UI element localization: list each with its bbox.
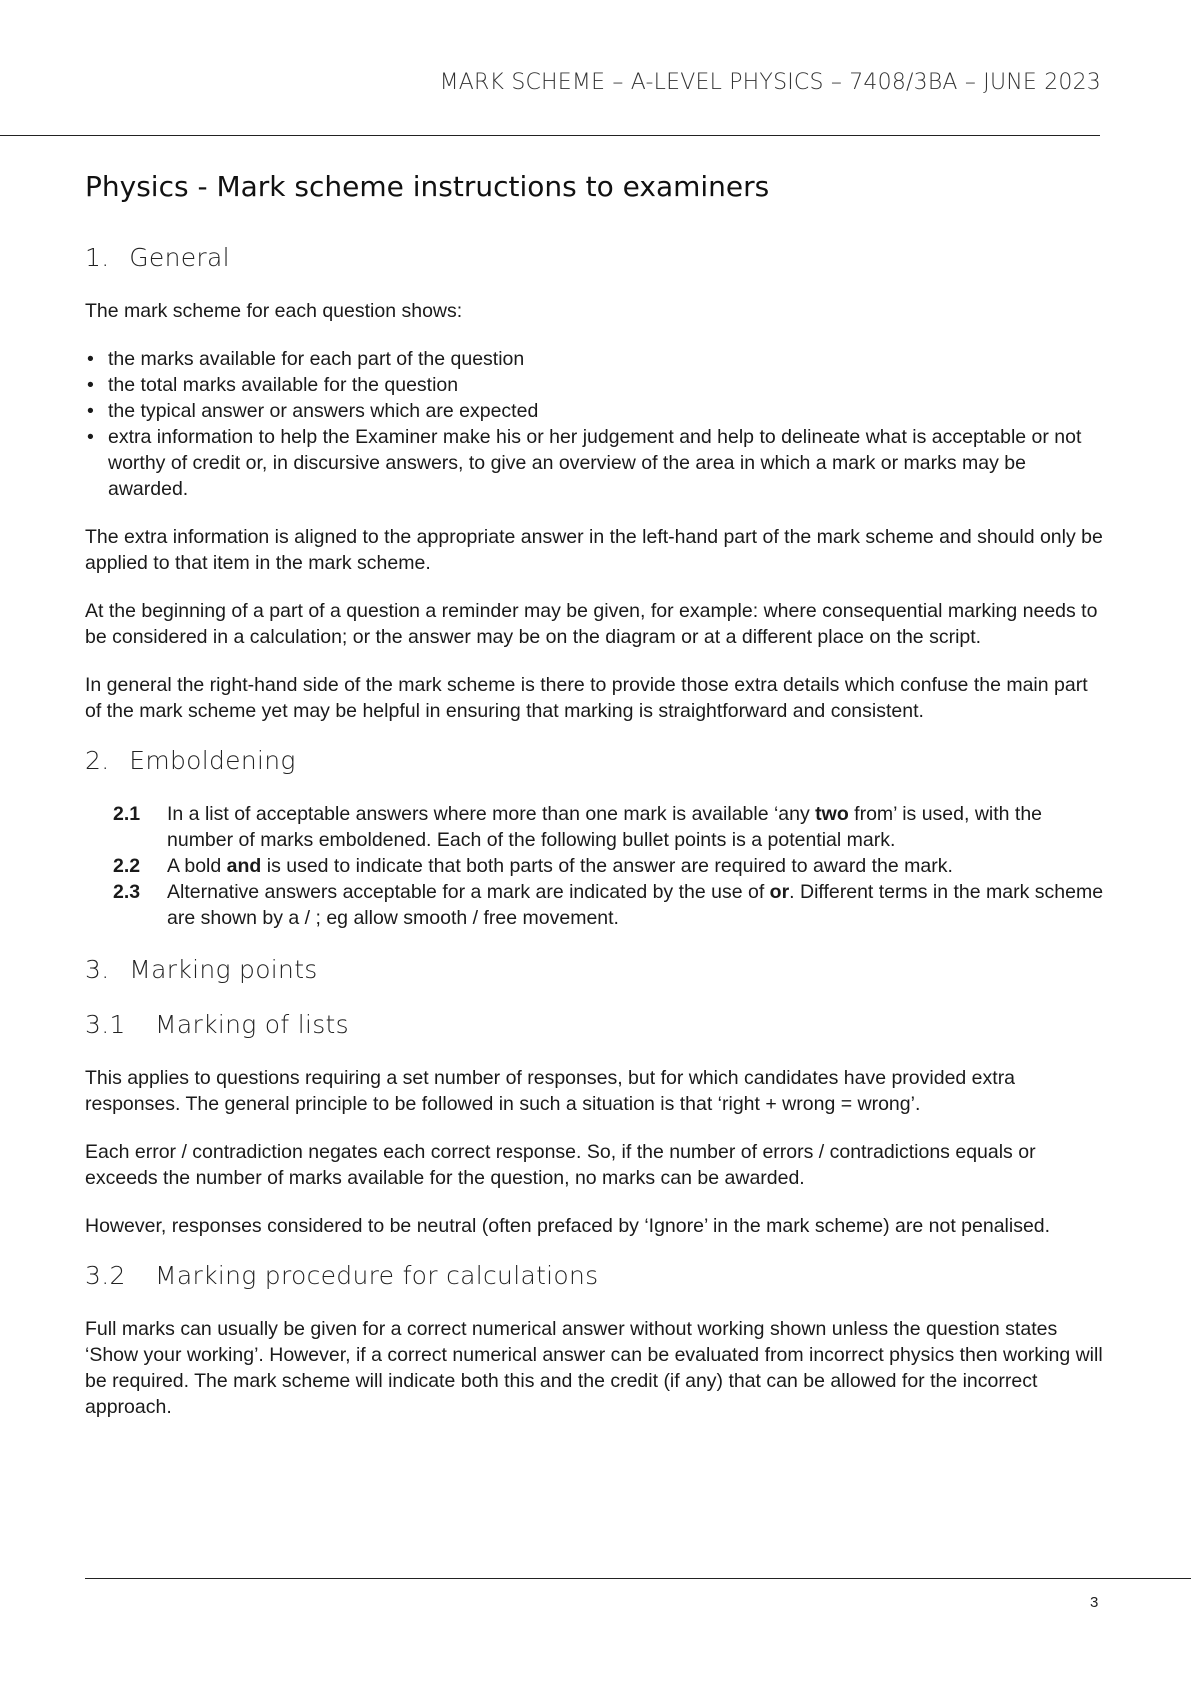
header-rule (0, 135, 1100, 136)
text-run: Alternative answers acceptable for a mark are indicated by the use of (167, 881, 770, 903)
paragraph: The extra information is aligned to the appropriate answer in the left-hand part of the mark scheme and should only be applied to that item in the mark scheme. (85, 526, 1103, 574)
item-number: 2.3 (113, 881, 141, 903)
subsection-heading-marking-lists (85, 1010, 1105, 1039)
item-text (167, 801, 1105, 853)
bullet-icon: • (87, 348, 94, 370)
section-title: Marking points (129, 955, 318, 984)
list-item (85, 346, 1105, 372)
paragraph: Each error / contradiction negates each correct response. So, if the number of errors / contradictions equals or exceeds the number of marks available for the question, no marks can be awarded. (85, 1141, 1036, 1189)
general-bullet-list (85, 346, 1105, 502)
emboldening-list (113, 801, 1105, 931)
list-item-text: the marks available for each part of the question (108, 348, 525, 370)
section-title: Marking of lists (155, 1010, 349, 1039)
subsection-heading-marking-calculations (85, 1261, 1105, 1290)
list-item-text: extra information to help the Examiner make his or her judgement and help to delineate what is acceptable or not worthy of credit or, in discursive answers, to give an overview of the area in which a mark or marks may be awarded. (108, 426, 1082, 500)
numbered-item (113, 853, 1105, 879)
text-run: In a list of acceptable answers where more than one mark is available ‘any (167, 803, 816, 825)
list-item (85, 372, 1105, 398)
section-number: 2. (85, 746, 110, 775)
section-title: Marking procedure for calculations (155, 1261, 599, 1290)
section-number: 3.1 (85, 1010, 126, 1039)
section-title: General (129, 243, 230, 272)
list-item (85, 398, 1105, 424)
section-heading-emboldening (85, 746, 1105, 775)
paragraph: At the beginning of a part of a question a reminder may be given, for example: where consequential marking needs to be considered in a calculation; or the answer may be on the diagram or at a different place on the script. (85, 600, 1098, 648)
paragraph: However, responses considered to be neutral (often prefaced by ‘Ignore’ in the mark scheme) are not penalised. (85, 1215, 1051, 1237)
bold-term: two (815, 803, 849, 825)
section-title: Emboldening (129, 746, 296, 775)
text-run: from’ is used, with the number of marks emboldened. Each of the following bullet points is a potential mark. (167, 803, 1043, 851)
numbered-item (113, 801, 1105, 853)
numbered-item (113, 879, 1105, 931)
page-number: 3 (1090, 1594, 1099, 1611)
bullet-icon: • (87, 400, 94, 422)
item-text (167, 853, 1105, 879)
text-run: A bold (167, 855, 227, 877)
paragraph: Full marks can usually be given for a correct numerical answer without working shown unless the question states ‘Show your working’. However, if a correct numerical answer can be evaluated from incorrect physics then working will be required. The mark scheme will indicate both this and the credit (if any) that can be allowed for the incorrect approach. (85, 1318, 1103, 1418)
list-item-text: the total marks available for the question (108, 374, 459, 396)
section-number: 1. (85, 243, 110, 272)
section-number: 3.2 (85, 1261, 126, 1290)
item-number: 2.1 (113, 803, 141, 825)
section-number: 3. (85, 955, 110, 984)
general-intro: The mark scheme for each question shows: (85, 300, 463, 322)
text-run: . Different terms in the mark scheme are shown by a / ; eg allow smooth / free movement. (167, 881, 1104, 929)
item-text (167, 879, 1105, 931)
section-heading-marking-points (85, 955, 1105, 984)
list-item-text: the typical answer or answers which are expected (108, 400, 539, 422)
bullet-icon: • (87, 374, 94, 396)
paragraph: In general the right-hand side of the mark scheme is there to provide those extra details which confuse the main part of the mark scheme yet may be helpful in ensuring that marking is straightforward and consistent. (85, 674, 1088, 722)
paragraph: This applies to questions requiring a set number of responses, but for which candidates have provided extra responses. The general principle to be followed in such a situation is that ‘right + wrong = wrong’. (85, 1067, 1016, 1115)
running-header: MARK SCHEME – A-LEVEL PHYSICS – 7408/3BA – JUNE 2023 (439, 70, 1101, 95)
list-item (85, 424, 1105, 502)
page-content (85, 170, 1105, 1442)
bold-term: or (769, 881, 790, 903)
page-title: Physics - Mark scheme instructions to examiners (85, 170, 770, 203)
section-heading-general (85, 243, 1105, 272)
footer-rule (85, 1578, 1191, 1579)
item-number: 2.2 (113, 855, 141, 877)
bold-term: and (226, 855, 262, 877)
bullet-icon: • (87, 426, 94, 448)
text-run: is used to indicate that both parts of the answer are required to award the mark. (261, 855, 953, 877)
